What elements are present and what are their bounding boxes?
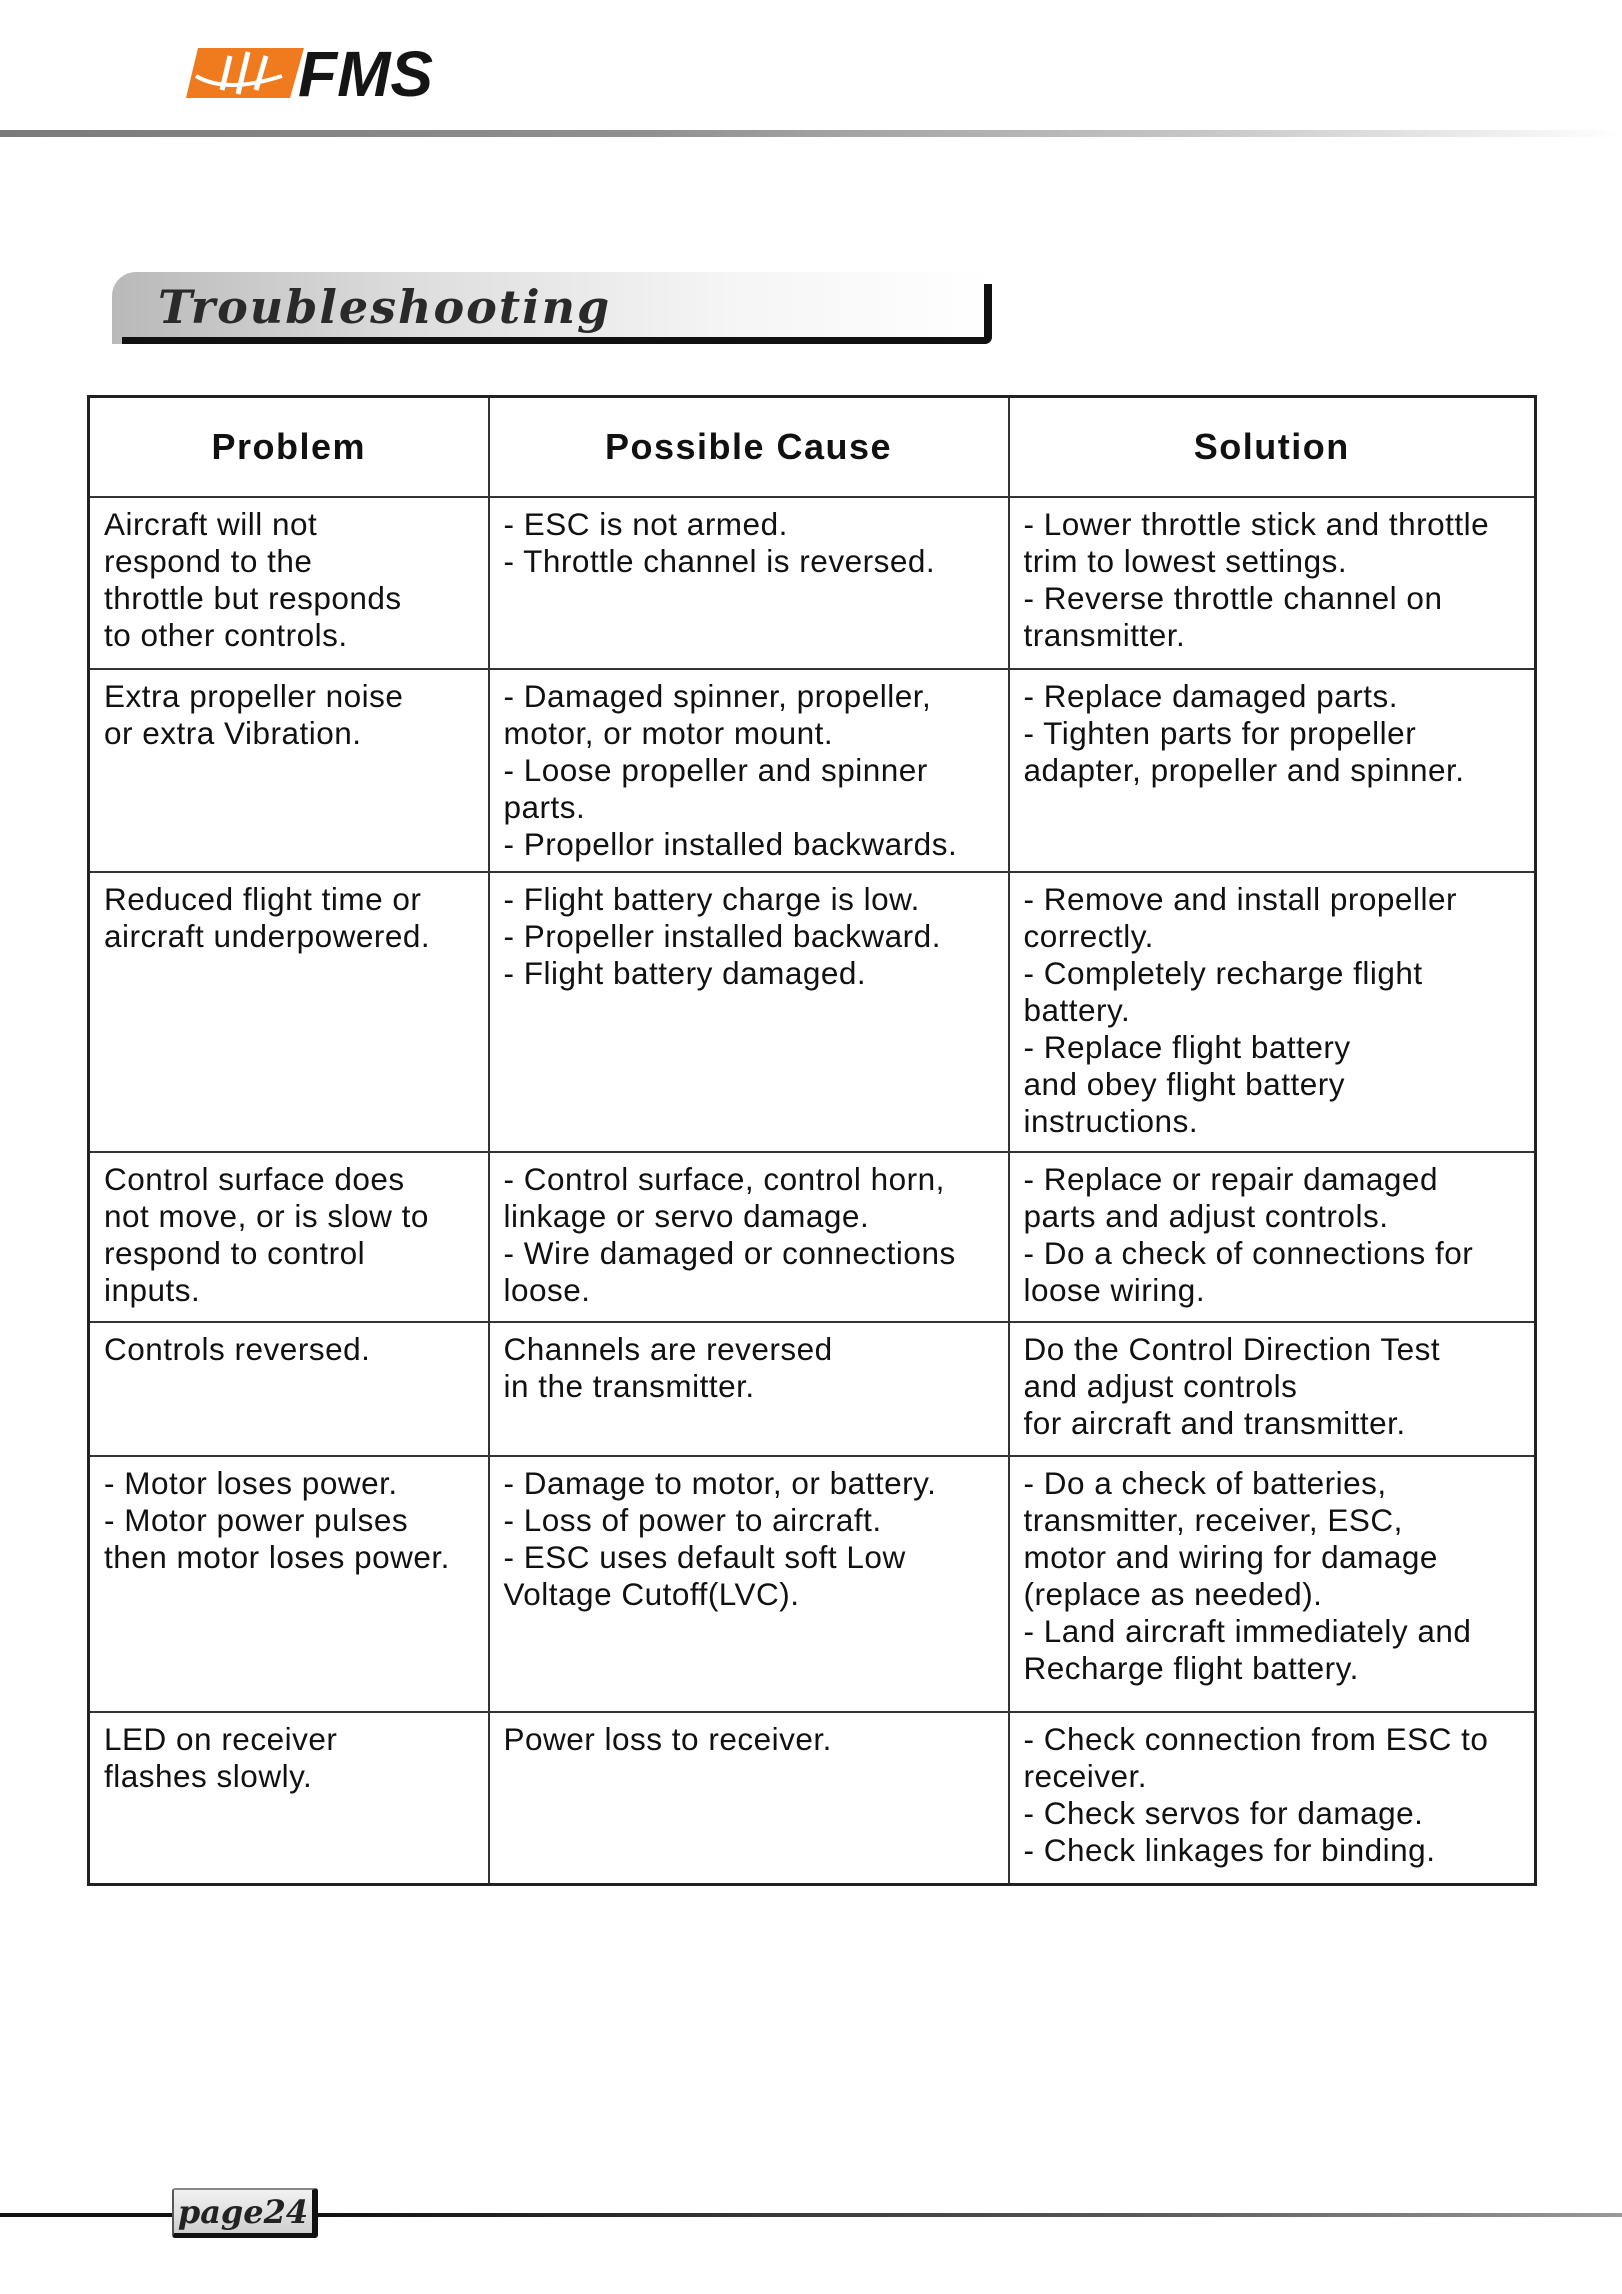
table-row xyxy=(89,669,1536,872)
header-solution: Solution xyxy=(1009,397,1536,498)
troubleshooting-table xyxy=(87,395,1537,1886)
cause-cell: - Flight battery charge is low. - Propeller installed backward. - Flight battery damaged. xyxy=(489,872,1009,1152)
cause-cell: - ESC is not armed. - Throttle channel is reversed. xyxy=(489,497,1009,669)
table-header-row xyxy=(89,397,1536,498)
solution-cell: Do the Control Direction Test and adjust controls for aircraft and transmitter. xyxy=(1009,1322,1536,1456)
cause-cell: Channels are reversed in the transmitter. xyxy=(489,1322,1009,1456)
cause-cell: - Control surface, control horn, linkage or servo damage. - Wire damaged or connections loose. xyxy=(489,1152,1009,1322)
header-possible-cause: Possible Cause xyxy=(489,397,1009,498)
logo-wing-icon xyxy=(186,48,304,98)
cause-cell: - Damage to motor, or battery. - Loss of power to aircraft. - ESC uses default soft Low Voltage Cutoff(LVC). xyxy=(489,1456,1009,1712)
problem-cell: Control surface does not move, or is slow to respond to control inputs. xyxy=(89,1152,489,1322)
problem-cell: Reduced flight time or aircraft underpowered. xyxy=(89,872,489,1152)
table-row xyxy=(89,872,1536,1152)
section-title-underline xyxy=(122,337,992,344)
solution-cell: - Replace damaged parts. - Tighten parts for propeller adapter, propeller and spinner. xyxy=(1009,669,1536,872)
table-row xyxy=(89,1456,1536,1712)
solution-cell: - Lower throttle stick and throttle trim to lowest settings. - Reverse throttle channel on transmitter. xyxy=(1009,497,1536,669)
problem-cell: LED on receiver flashes slowly. xyxy=(89,1712,489,1885)
section-title-tab xyxy=(112,272,992,344)
solution-cell: - Replace or repair damaged parts and adjust controls. - Do a check of connections for loose wiring. xyxy=(1009,1152,1536,1322)
cause-cell: Power loss to receiver. xyxy=(489,1712,1009,1885)
fms-logo xyxy=(186,36,516,110)
footer-rule-left xyxy=(0,2213,172,2217)
footer-rule-right xyxy=(318,2213,1622,2217)
header-rule xyxy=(0,130,1622,137)
problem-cell: Extra propeller noise or extra Vibration. xyxy=(89,669,489,872)
section-title: Troubleshooting xyxy=(158,280,612,334)
problem-cell: Aircraft will not respond to the throttle but responds to other controls. xyxy=(89,497,489,669)
logo-wordmark: FMS xyxy=(298,38,434,110)
section-title-hook xyxy=(984,284,992,344)
solution-cell: - Do a check of batteries, transmitter, receiver, ESC, motor and wiring for damage (replace as needed). - Land aircraft immediately and Recharge flight battery. xyxy=(1009,1456,1536,1712)
solution-cell: - Check connection from ESC to receiver. - Check servos for damage. - Check linkages for binding. xyxy=(1009,1712,1536,1885)
solution-cell: - Remove and install propeller correctly. - Completely recharge flight battery. - Replace flight battery and obey flight battery instructions. xyxy=(1009,872,1536,1152)
problem-cell: Controls reversed. xyxy=(89,1322,489,1456)
table-row xyxy=(89,1322,1536,1456)
table-row xyxy=(89,497,1536,669)
page-number-badge: page24 xyxy=(172,2188,318,2238)
header-problem: Problem xyxy=(89,397,489,498)
cause-cell: - Damaged spinner, propeller, motor, or motor mount. - Loose propeller and spinner parts. - Propellor installed backwards. xyxy=(489,669,1009,872)
table-row xyxy=(89,1712,1536,1885)
table-row xyxy=(89,1152,1536,1322)
problem-cell: - Motor loses power. - Motor power pulses then motor loses power. xyxy=(89,1456,489,1712)
